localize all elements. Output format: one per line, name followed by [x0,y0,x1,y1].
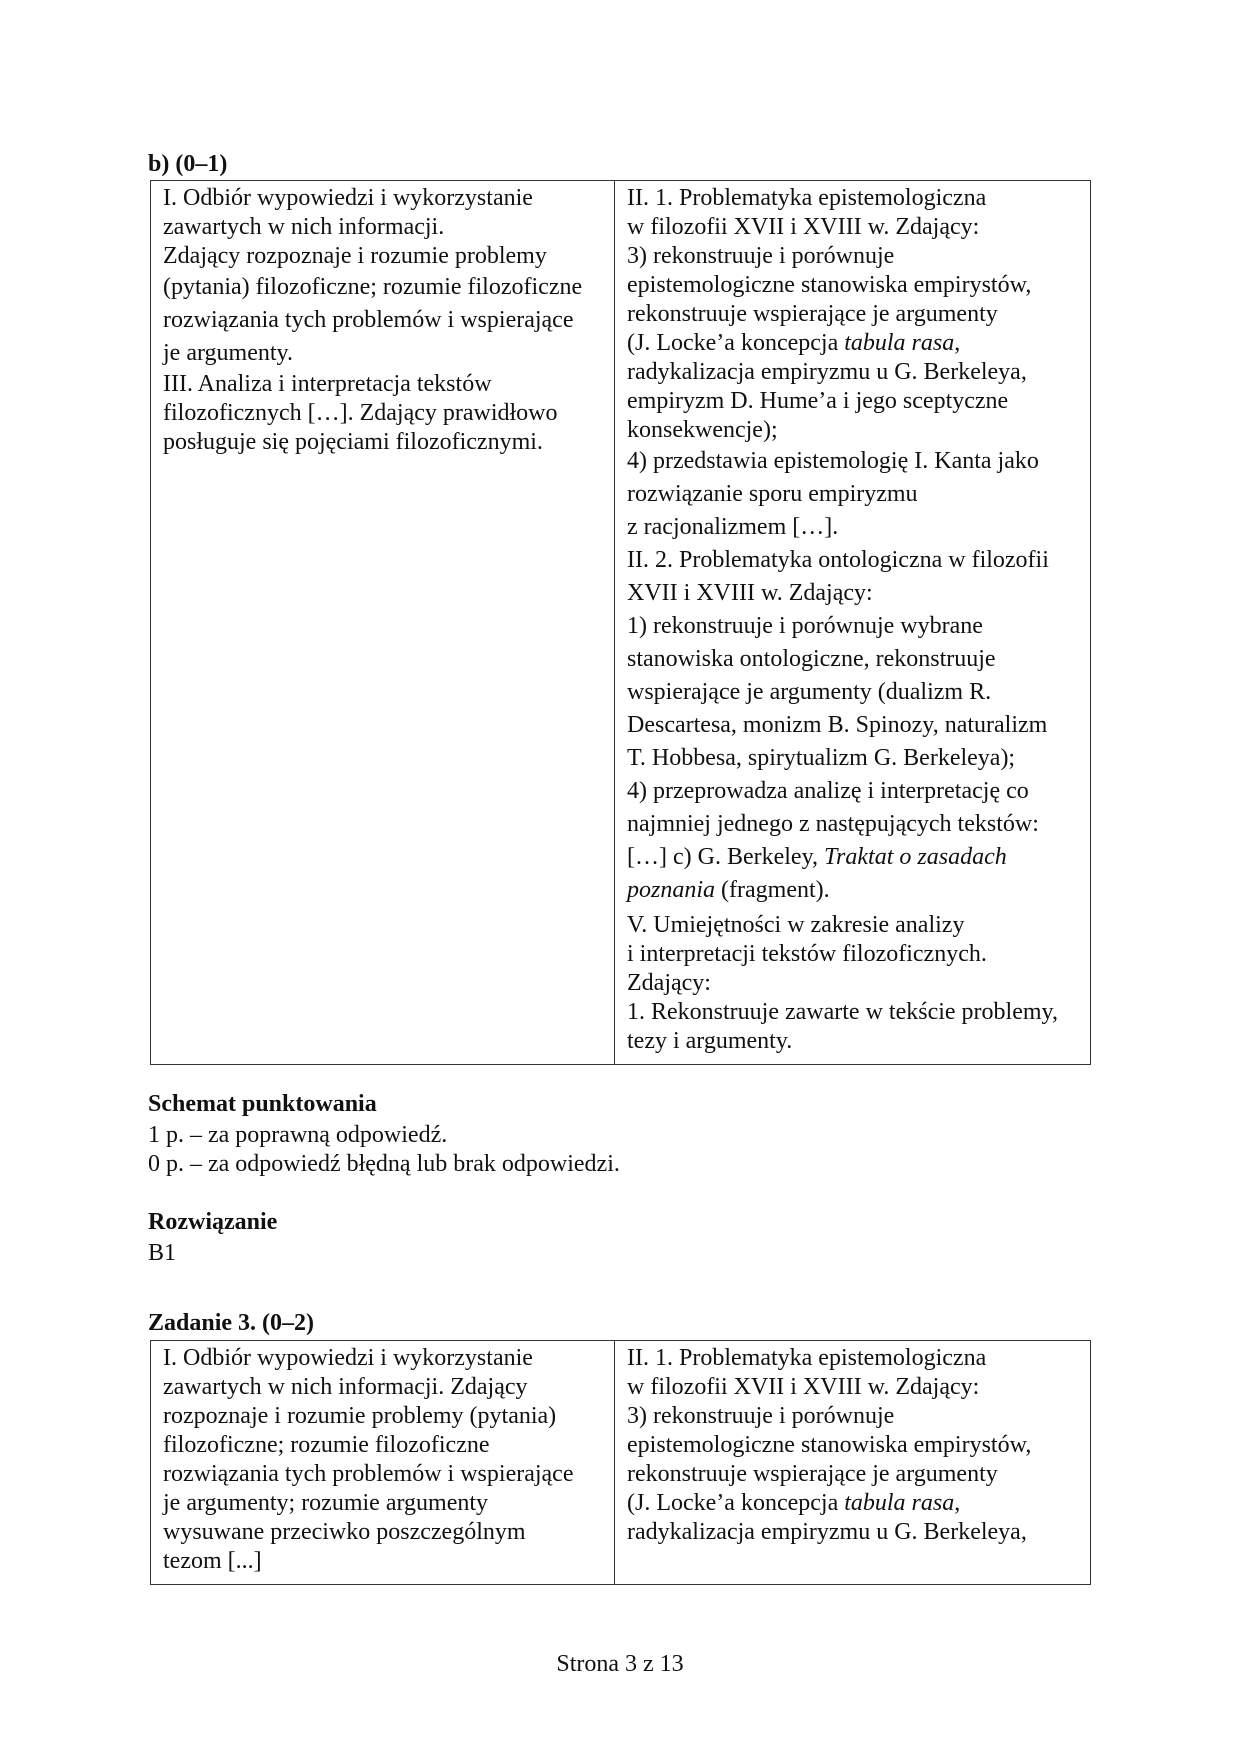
text-line: rozwiązania tych problemów i wspierające [163,307,574,333]
text-line: i interpretacji tekstów filozoficznych. [627,941,987,967]
text-line: rozpoznaje i rozumie problemy (pytania) [163,1403,557,1429]
text-line: II. 1. Problematyka epistemologiczna [627,185,987,211]
text-line: epistemologiczne stanowiska empirystów, [627,272,1032,298]
solution-title: Rozwiązanie [148,1209,278,1235]
text-line: posługuje się pojęciami filozoficznymi. [163,429,543,455]
text-line: w filozofii XVII i XVIII w. Zdający: [627,1374,980,1400]
text-line: tezy i argumenty. [627,1028,793,1054]
text-line: rekonstruuje wspierające je argumenty [627,1461,998,1487]
text-line: rozwiązanie sporu empiryzmu [627,481,918,507]
page-number-footer: Strona 3 z 13 [556,1651,684,1677]
text-line: radykalizacja empiryzmu u G. Berkeleya, [627,359,1027,385]
task-3-requirements-table [150,1340,1091,1585]
text-line: I. Odbiór wypowiedzi i wykorzystanie [163,185,533,211]
general-requirements-cell [151,1341,615,1585]
text-line: empiryzm D. Hume’a i jego sceptyczne [627,388,1009,414]
text-line: I. Odbiór wypowiedzi i wykorzystanie [163,1345,533,1371]
text-line: (pytania) filozoficzne; rozumie filozoficzne [163,274,583,300]
text-line: filozoficznych […]. Zdający prawidłowo [163,400,558,426]
text-line: wspierające je argumenty (dualizm R. [627,679,992,705]
text-line [627,874,1080,907]
text-line: tezom [...] [163,1548,262,1574]
text-line: z racjonalizmem […]. [627,514,839,540]
text-line: II. 2. Problematyka ontologiczna w filozofii [627,547,1049,573]
text-line: je argumenty; rozumie argumenty [163,1490,489,1516]
solution-value: B1 [148,1240,177,1266]
text-line: 3) rekonstruuje i porównuje [627,1403,895,1429]
text-line: filozoficzne; rozumie filozoficzne [163,1432,490,1458]
general-requirements-cell [151,181,615,1065]
text-segment: , [954,1490,961,1516]
text-line: T. Hobbesa, spirytualizm G. Berkeleya); [627,745,1016,771]
text-line: konsekwencje); [627,417,778,443]
text-line: 1. Rekonstruuje zawarte w tekście problemy, [627,999,1058,1025]
table-row [151,181,1091,1065]
task-b-title: b) (0–1) [148,151,228,177]
italic-title: Traktat o zasadach [824,844,1007,870]
text-line: Zdający: [627,970,711,996]
text-line: radykalizacja empiryzmu u G. Berkeleya, [627,1519,1027,1545]
text-line: V. Umiejętności w zakresie analizy [627,912,965,938]
task-b-requirements-table [150,180,1091,1065]
text-line: XVII i XVIII w. Zdający: [627,580,873,606]
text-line: w filozofii XVII i XVIII w. Zdający: [627,214,980,240]
text-line [627,1489,1080,1518]
text-line: III. Analiza i interpretacja tekstów [163,371,492,397]
scoring-title: Schemat punktowania [148,1091,377,1117]
italic-title: poznania [627,877,716,903]
text-segment: (fragment). [715,877,830,903]
text-segment: (J. Locke’a koncepcja [627,1490,845,1516]
text-line: zawartych w nich informacji. Zdający [163,1374,528,1400]
specific-requirements-cell [615,1341,1091,1585]
text-line: Zdający rozpoznaje i rozumie problemy [163,243,547,269]
text-line: 4) przeprowadza analizę i interpretację co [627,778,1029,804]
text-line: najmniej jednego z następujących tekstów: [627,811,1039,837]
text-line: epistemologiczne stanowiska empirystów, [627,1432,1032,1458]
text-segment: , [954,330,961,356]
italic-term: tabula rasa [844,330,955,356]
table-row [151,1341,1091,1585]
text-segment: […] c) G. Berkeley, [627,844,825,870]
text-line: rozwiązania tych problemów i wspierające [163,1461,574,1487]
text-line: Descartesa, monizm B. Spinozy, naturalizm [627,712,1048,738]
text-line: 4) przedstawia epistemologię I. Kanta jako [627,448,1039,474]
text-line: zawartych w nich informacji. [163,214,445,240]
text-line: rekonstruuje wspierające je argumenty [627,301,998,327]
text-line: 1) rekonstruuje i porównuje wybrane [627,613,983,639]
italic-term: tabula rasa [844,1490,955,1516]
scoring-line: 0 p. – za odpowiedź błędną lub brak odpowiedzi. [148,1151,620,1177]
specific-requirements-cell [615,181,1091,1065]
text-line: 3) rekonstruuje i porównuje [627,243,895,269]
text-line: II. 1. Problematyka epistemologiczna [627,1345,987,1371]
text-segment: (J. Locke’a koncepcja [627,330,845,356]
text-line: wysuwane przeciwko poszczególnym [163,1519,526,1545]
scoring-line: 1 p. – za poprawną odpowiedź. [148,1122,448,1148]
text-line [627,841,1080,874]
text-line: stanowiska ontologiczne, rekonstruuje [627,646,996,672]
task-3-title: Zadanie 3. (0–2) [148,1310,315,1336]
text-line: je argumenty. [163,340,293,366]
text-line [627,329,1080,358]
